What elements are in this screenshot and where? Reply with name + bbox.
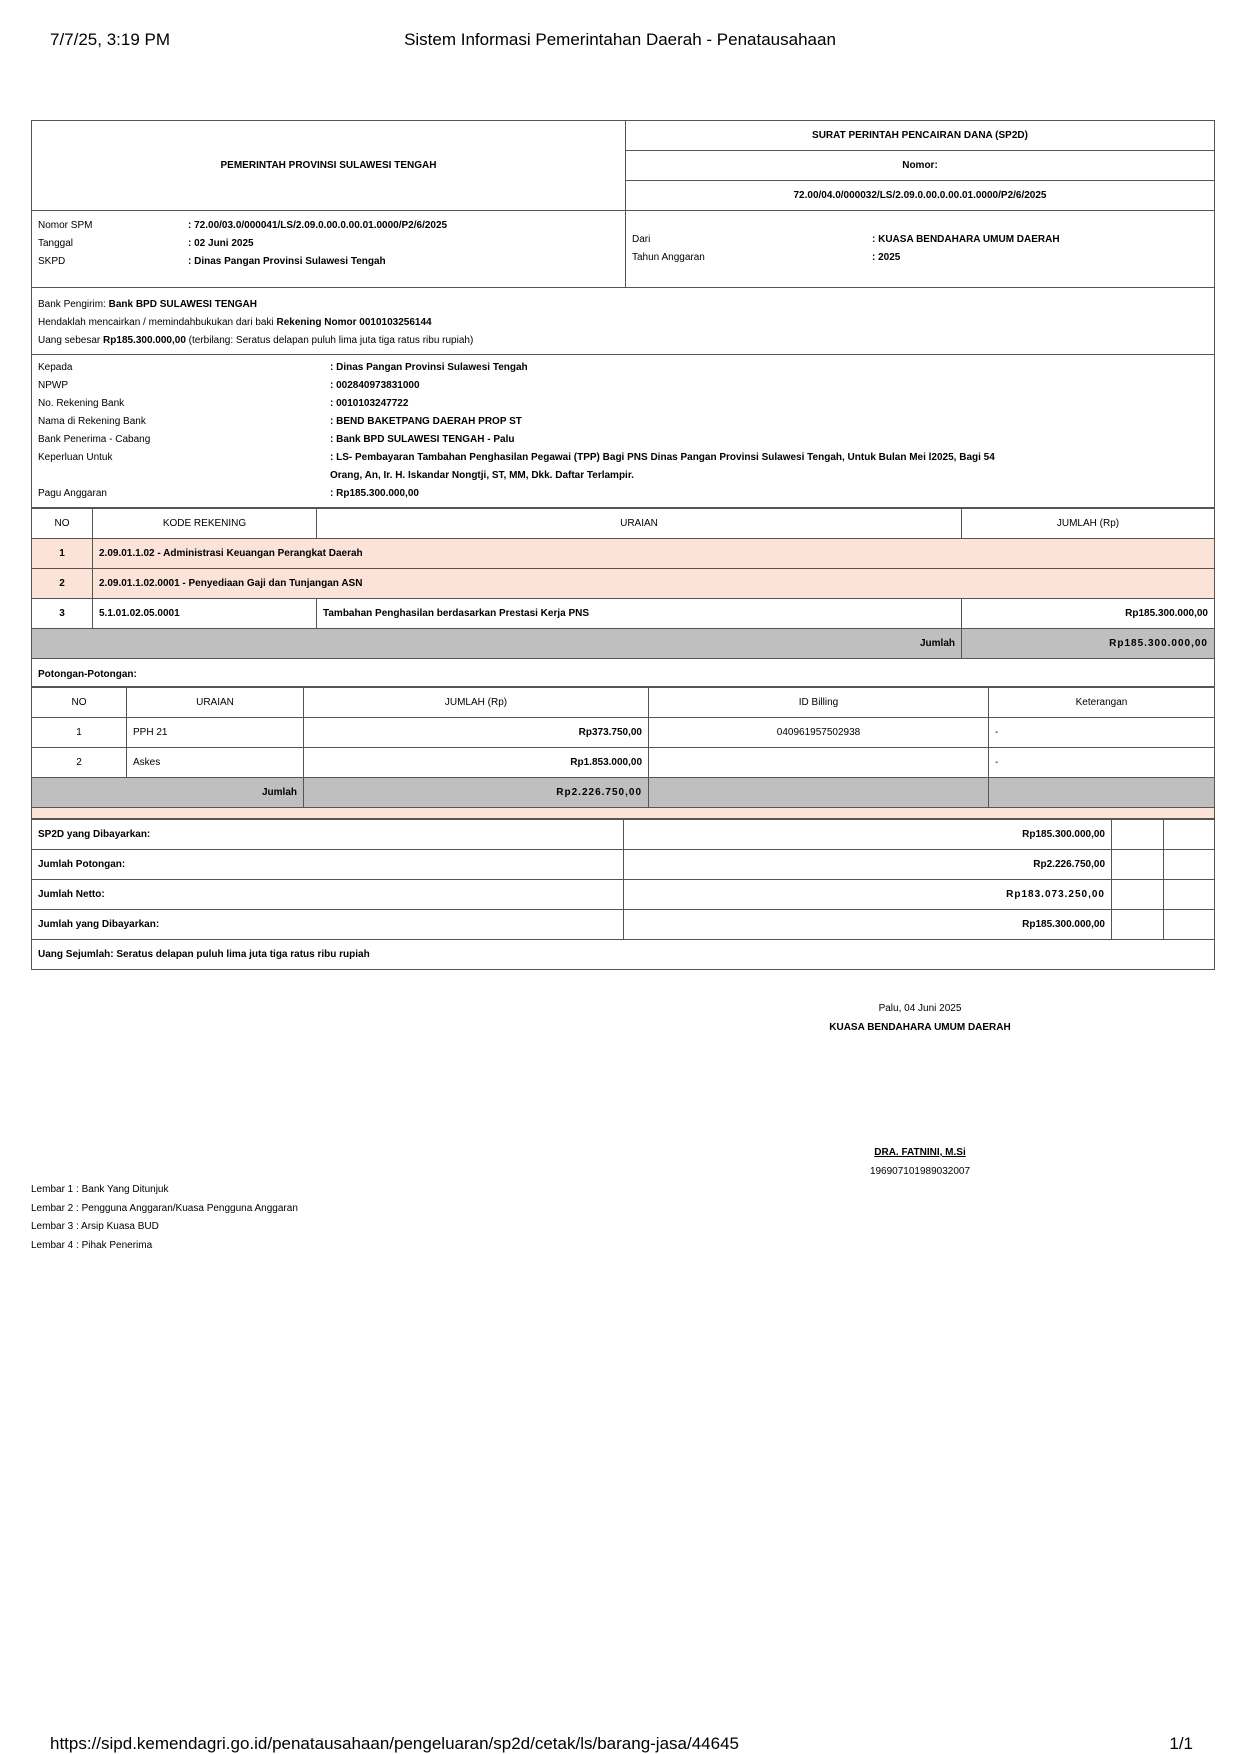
col-uraian: URAIAN xyxy=(317,509,962,539)
page-number: 1/1 xyxy=(1169,1734,1193,1753)
signature-name: DRA. FATNINI, M.Si xyxy=(874,1147,966,1158)
table-row: 3 5.1.01.02.05.0001 Tambahan Penghasilan berdasarkan Prestasi Kerja PNS Rp185.300.000,00 xyxy=(32,599,1215,629)
signature-position: KUASA BENDAHARA UMUM DAERAH xyxy=(829,1022,1011,1033)
pemerintah-title: PEMERINTAH PROVINSI SULAWESI TENGAH xyxy=(32,121,626,211)
rekening-table xyxy=(31,508,1215,659)
list-item: Lembar 4 : Pihak Penerima xyxy=(31,1239,153,1251)
penerima-section: Kepada : Dinas Pangan Provinsi Sulawesi Tengah NPWP : 002840973831000 No. Rekening Bank : 0010103247722 Nama di Rekening Bank : BEND BAKETPANG DAERAH PROP ST Bank Penerima - Cabang : Bank BPD SULAWESI TENGAH - Palu Keperluan Untuk : LS- Pembayaran Tambahan Penghasilan Pegawai (TPP) Bagi PNS Dinas Pangan Provinsi Sulawesi Tengah, Untuk Bulan Mei l2025, Bagi 54 Orang, An, Ir. H. Iskandar Nongtji, ST, MM, Dkk. Daftar Terlampir. Pagu Anggaran : Rp185.300.000,00 xyxy=(31,355,1215,508)
page-url: https://sipd.kemendagri.go.id/penatausahaan/pengeluaran/sp2d/cetak/ls/barang-jasa/44645 xyxy=(50,1734,739,1753)
list-item: Lembar 1 : Bank Yang Ditunjuk xyxy=(31,1184,169,1195)
header-table xyxy=(31,120,1215,288)
browser-page-title: Sistem Informasi Pemerintahan Daerah - Penatausahaan xyxy=(404,30,836,49)
print-datetime: 7/7/25, 3:19 PM xyxy=(50,30,171,49)
col-no: NO xyxy=(32,509,93,539)
sp2d-document xyxy=(31,120,1215,970)
summary-table xyxy=(31,819,1215,970)
potongan-title: Potongan-Potongan: xyxy=(31,659,1215,687)
table-row: 1 2.09.01.1.02 - Administrasi Keuangan Perangkat Daerah xyxy=(32,539,1215,569)
table-row: 2 Askes Rp1.853.000,00 - xyxy=(32,748,1215,778)
summary-row: Jumlah yang Dibayarkan: Rp185.300.000,00 xyxy=(32,910,1215,940)
table-row: 1 PPH 21 Rp373.750,00 040961957502938 - xyxy=(32,718,1215,748)
info-left: Nomor SPM : 72.00/03.0/000041/LS/2.09.0.00.0.00.01.0000/P2/6/2025 Tanggal : 02 Juni 2025 SKPD : Dinas Pangan Provinsi Sulawesi Tengah xyxy=(32,211,626,288)
bank-pengirim-section: Bank Pengirim: Bank BPD SULAWESI TENGAH Hendaklah mencairkan / memindahbukukan dari baki Rekening Nomor 0010103256144 Uang sebesar Rp185.300.000,00 (terbilang: Seratus delapan puluh lima juta tiga ratus ribu rupiah) xyxy=(31,288,1215,355)
summary-row: Jumlah Potongan: Rp2.226.750,00 xyxy=(32,850,1215,880)
signature-nip: 196907101989032007 xyxy=(869,1166,971,1177)
terbilang: Uang Sejumlah: Seratus delapan puluh lima juta tiga ratus ribu rupiah xyxy=(32,940,1215,970)
potongan-table: NO URAIAN JUMLAH (Rp) ID Billing Keterangan 1 PPH 21 Rp373.750,00 040961957502938 - 2 Askes Rp1.853.000,00 - Jumlah Rp2.226.750,00 xyxy=(31,687,1215,819)
info-right: Dari : KUASA BENDAHARA UMUM DAERAH Tahun Anggaran : 2025 xyxy=(626,211,1215,288)
list-item: Lembar 2 : Pengguna Anggaran/Kuasa Pengguna Anggaran xyxy=(31,1202,298,1214)
nomor-label: Nomor: xyxy=(626,151,1215,181)
table-row: 2 2.09.01.1.02.0001 - Penyediaan Gaji dan Tunjangan ASN xyxy=(32,569,1215,599)
potongan-total-row: Jumlah Rp2.226.750,00 xyxy=(32,778,1215,808)
signature-place-date: Palu, 04 Juni 2025 xyxy=(878,1003,962,1014)
lembar-list xyxy=(31,1181,298,1255)
col-jumlah: JUMLAH (Rp) xyxy=(962,509,1215,539)
col-kode-rekening: KODE REKENING xyxy=(93,509,317,539)
sp2d-number: 72.00/04.0/000032/LS/2.09.0.00.0.00.01.0000/P2/6/2025 xyxy=(626,181,1215,211)
summary-row: Jumlah Netto: Rp183.073.250,00 xyxy=(32,880,1215,910)
summary-row: SP2D yang Dibayarkan: Rp185.300.000,00 xyxy=(32,820,1215,850)
rekening-total-row: Jumlah Rp185.300.000,00 xyxy=(32,629,1215,659)
doc-title: SURAT PERINTAH PENCAIRAN DANA (SP2D) xyxy=(626,121,1215,151)
list-item: Lembar 3 : Arsip Kuasa BUD xyxy=(31,1221,159,1232)
